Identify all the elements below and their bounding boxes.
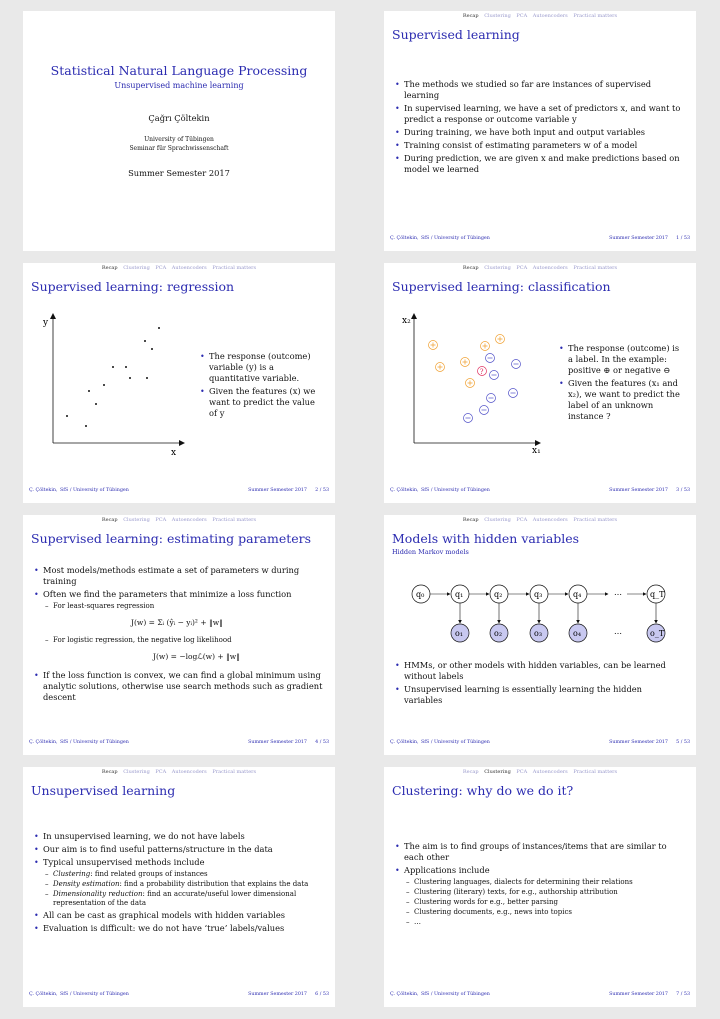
nav-item-practical[interactable]: Practical matters bbox=[212, 517, 257, 523]
slide-heading: Models with hidden variables bbox=[392, 531, 580, 546]
page-number: 3 / 53 bbox=[676, 488, 690, 493]
bullet-text: Typical unsupervised methods include bbox=[43, 857, 205, 867]
footer-institution: SfS / University of Tübingen bbox=[421, 992, 490, 997]
svg-text:q₃: q₃ bbox=[534, 590, 543, 599]
page-number: 5 / 53 bbox=[676, 740, 690, 745]
presentation-title: Statistical Natural Language Processing bbox=[50, 63, 308, 78]
university-name: University of Tübingen bbox=[144, 136, 214, 143]
footer-author: Ç. Çöltekin, bbox=[390, 740, 419, 745]
bullet-list bbox=[392, 79, 682, 175]
y-axis-label: x₂ bbox=[402, 316, 411, 326]
svg-text:q_T: q_T bbox=[650, 590, 665, 599]
footer-semester: Summer Semester 2017 bbox=[248, 488, 307, 493]
nav-item-autoencoders[interactable]: Autoencoders bbox=[171, 517, 207, 523]
positive-point bbox=[436, 363, 445, 372]
slide-footer bbox=[384, 488, 696, 496]
slide-regression bbox=[23, 263, 335, 503]
slide-heading: Unsupervised learning bbox=[31, 783, 176, 798]
sub-item: – Dimensionality reduction: find an accurate/useful lower dimensional representation of the data bbox=[43, 890, 327, 908]
nav-item-practical[interactable]: Practical matters bbox=[573, 517, 618, 523]
nav-item-recap[interactable]: Recap bbox=[462, 13, 479, 19]
nav-item-pca[interactable]: PCA bbox=[155, 265, 167, 271]
slide-estimating-parameters bbox=[23, 515, 335, 755]
nav-item-autoencoders[interactable]: Autoencoders bbox=[532, 769, 568, 775]
nav-item-recap[interactable]: Recap bbox=[101, 517, 118, 523]
bullet-item: • Training consist of estimating parameters w of a model bbox=[392, 140, 682, 151]
slide-heading: Supervised learning bbox=[392, 27, 520, 42]
footer-semester: Summer Semester 2017 bbox=[609, 992, 668, 997]
bullet-item: • Evaluation is difficult: we do not have ‘true’ labels/values bbox=[31, 923, 327, 934]
footer-semester: Summer Semester 2017 bbox=[609, 236, 668, 241]
ellipsis: … bbox=[614, 627, 622, 636]
negative-point bbox=[480, 406, 489, 415]
observation-node bbox=[451, 624, 469, 642]
slide-heading: Supervised learning: regression bbox=[31, 279, 235, 294]
positive-point bbox=[466, 379, 475, 388]
sub-item: – Clustering languages, dialects for determining their relations bbox=[404, 878, 688, 887]
nav-item-pca[interactable]: PCA bbox=[155, 769, 167, 775]
footer-institution: SfS / University of Tübingen bbox=[421, 488, 490, 493]
nav-item-recap[interactable]: Recap bbox=[462, 517, 479, 523]
nav-item-practical[interactable]: Practical matters bbox=[573, 265, 618, 271]
nav-item-autoencoders[interactable]: Autoencoders bbox=[171, 769, 207, 775]
bullet-item: • If the loss function is convex, we can find a global minimum using analytic solutions, otherwise use search methods such as gradient descent bbox=[31, 670, 327, 703]
positive-point bbox=[461, 358, 470, 367]
nav-item-clustering[interactable]: Clustering bbox=[484, 517, 511, 523]
data-point bbox=[88, 390, 90, 392]
slide-supervised-learning bbox=[384, 11, 696, 251]
bullet-item: • All can be cast as graphical models with hidden variables bbox=[31, 910, 327, 921]
data-point bbox=[103, 384, 105, 386]
section-nav bbox=[384, 517, 696, 523]
observation-node bbox=[569, 624, 587, 642]
nav-item-clustering[interactable]: Clustering bbox=[123, 517, 150, 523]
bullet-item bbox=[31, 857, 327, 908]
sub-item: – Clustering (literary) texts, for e.g., authorship attribution bbox=[404, 888, 688, 897]
y-axis-arrow bbox=[50, 313, 56, 319]
data-point bbox=[129, 377, 131, 379]
x-axis-label: x₁ bbox=[532, 446, 541, 456]
slide-heading: Supervised learning: estimating parameters bbox=[31, 531, 312, 546]
negative-point bbox=[464, 414, 473, 423]
negative-point bbox=[512, 360, 521, 369]
least-squares-equation: J(w) = Σᵢ (ŷᵢ − yᵢ)² + ‖w‖ bbox=[131, 618, 223, 627]
bullet-list bbox=[392, 660, 682, 706]
nav-item-autoencoders[interactable]: Autoencoders bbox=[171, 265, 207, 271]
observation-chain bbox=[451, 624, 665, 642]
department-name: Seminar für Sprachwissenschaft bbox=[129, 145, 229, 152]
hidden-state-node bbox=[451, 585, 469, 603]
data-point bbox=[66, 415, 68, 417]
bullet-list bbox=[556, 343, 684, 422]
nav-item-recap[interactable]: Recap bbox=[101, 265, 118, 271]
footer-author: Ç. Çöltekin, bbox=[390, 992, 419, 997]
y-axis-arrow bbox=[411, 313, 417, 319]
ellipsis: … bbox=[614, 588, 622, 597]
semester-label: Summer Semester 2017 bbox=[128, 168, 230, 178]
nav-item-clustering[interactable]: Clustering bbox=[484, 265, 511, 271]
slide-subheading: Hidden Markov models bbox=[392, 548, 469, 556]
slide-heading: Clustering: why do we do it? bbox=[392, 783, 574, 798]
emission-arrows bbox=[460, 603, 656, 623]
observation-node bbox=[530, 624, 548, 642]
nav-item-pca[interactable]: PCA bbox=[516, 265, 528, 271]
hidden-state-node bbox=[530, 585, 548, 603]
section-nav bbox=[23, 769, 335, 775]
slide-footer bbox=[23, 992, 335, 1000]
nav-item-practical[interactable]: Practical matters bbox=[573, 769, 618, 775]
slide-footer bbox=[23, 488, 335, 496]
svg-text:o_T: o_T bbox=[650, 629, 665, 638]
slide-heading: Supervised learning: classification bbox=[392, 279, 611, 294]
footer-semester: Summer Semester 2017 bbox=[609, 488, 668, 493]
bullet-item: • In unsupervised learning, we do not have labels bbox=[31, 831, 327, 842]
sub-item: – For least-squares regression bbox=[43, 602, 327, 611]
bullet-item: • Our aim is to find useful patterns/structure in the data bbox=[31, 844, 327, 855]
svg-text:o₃: o₃ bbox=[534, 629, 543, 638]
y-axis-label: y bbox=[43, 318, 49, 328]
section-nav bbox=[23, 517, 335, 523]
bullet-item: • Given the features (x) we want to predict the value of y bbox=[197, 386, 322, 419]
page-number: 2 / 53 bbox=[315, 488, 329, 493]
section-nav bbox=[384, 13, 696, 19]
bullet-item: • The methods we studied so far are instances of supervised learning bbox=[392, 79, 682, 101]
footer-institution: SfS / University of Tübingen bbox=[421, 740, 490, 745]
positive-point bbox=[496, 335, 505, 344]
nav-item-clustering[interactable]: Clustering bbox=[123, 265, 150, 271]
bullet-list bbox=[197, 351, 322, 419]
sub-item: – … bbox=[404, 918, 688, 927]
slide-hidden-variables bbox=[384, 515, 696, 755]
positive-point bbox=[429, 341, 438, 350]
nav-item-practical[interactable]: Practical matters bbox=[212, 769, 257, 775]
bullet-list bbox=[392, 841, 688, 927]
bullet-item: • HMMs, or other models with hidden variables, can be learned without labels bbox=[392, 660, 682, 682]
bullet-item: • In supervised learning, we have a set of predictors x, and want to predict a response or outcome variable y bbox=[392, 103, 682, 125]
footer-institution: SfS / University of Tübingen bbox=[421, 236, 490, 241]
svg-text:o₄: o₄ bbox=[573, 629, 582, 638]
nav-item-clustering[interactable]: Clustering bbox=[484, 13, 511, 19]
x-axis-arrow bbox=[179, 440, 185, 446]
nav-item-pca[interactable]: PCA bbox=[516, 13, 528, 19]
footer-author: Ç. Çöltekin, bbox=[29, 992, 58, 997]
nav-item-practical[interactable]: Practical matters bbox=[573, 13, 618, 19]
data-point bbox=[158, 327, 160, 329]
bullet-item: • The aim is to find groups of instances/items that are similar to each other bbox=[392, 841, 688, 863]
hidden-state-node bbox=[647, 585, 665, 603]
author-name: Çağrı Çöltekin bbox=[148, 113, 210, 123]
hidden-state-node bbox=[569, 585, 587, 603]
unknown-instance bbox=[478, 367, 487, 377]
data-point bbox=[151, 348, 153, 350]
x-axis-label: x bbox=[171, 448, 177, 458]
sub-item: – Clustering words for e.g., better parsing bbox=[404, 898, 688, 907]
bullet-item: • During training, we have both input and output variables bbox=[392, 127, 682, 138]
nav-item-recap[interactable]: Recap bbox=[462, 769, 479, 775]
slide-footer bbox=[23, 740, 335, 748]
svg-text:o₂: o₂ bbox=[494, 629, 503, 638]
section-nav bbox=[384, 769, 696, 775]
footer-author: Ç. Çöltekin, bbox=[390, 488, 419, 493]
page-number: 4 / 53 bbox=[315, 740, 329, 745]
svg-text:q₄: q₄ bbox=[573, 590, 582, 599]
bullet-list bbox=[31, 831, 327, 934]
data-point bbox=[112, 366, 114, 368]
svg-text:q₀: q₀ bbox=[416, 590, 425, 599]
page-number: 6 / 53 bbox=[315, 992, 329, 997]
data-points bbox=[66, 327, 160, 427]
observation-node bbox=[647, 624, 665, 642]
observation-node bbox=[490, 624, 508, 642]
nav-item-pca[interactable]: PCA bbox=[516, 517, 528, 523]
sub-item: – Clustering: find related groups of instances bbox=[43, 870, 327, 879]
svg-text:?: ? bbox=[479, 368, 484, 376]
footer-institution: SfS / University of Tübingen bbox=[60, 488, 129, 493]
footer-author: Ç. Çöltekin, bbox=[390, 236, 419, 241]
svg-text:o₁: o₁ bbox=[455, 629, 464, 638]
footer-institution: SfS / University of Tübingen bbox=[60, 740, 129, 745]
sub-item: – Clustering documents, e.g., news into topics bbox=[404, 908, 688, 917]
data-point bbox=[144, 340, 146, 342]
positive-point bbox=[481, 342, 490, 351]
hidden-state-node bbox=[490, 585, 508, 603]
log-likelihood-equation: J(w) = −logℒ(w) + ‖w‖ bbox=[153, 652, 240, 661]
presentation-subtitle: Unsupervised machine learning bbox=[114, 81, 244, 90]
bullet-item: • The response (outcome) is a label. In the example: positive ⊕ or negative ⊖ bbox=[556, 343, 684, 376]
slide-clustering-why bbox=[384, 767, 696, 1007]
footer-semester: Summer Semester 2017 bbox=[248, 992, 307, 997]
footer-author: Ç. Çöltekin, bbox=[29, 740, 58, 745]
page-number: 7 / 53 bbox=[676, 992, 690, 997]
nav-item-pca[interactable]: PCA bbox=[516, 769, 528, 775]
nav-item-autoencoders[interactable]: Autoencoders bbox=[532, 13, 568, 19]
negative-instances bbox=[464, 354, 521, 423]
negative-point bbox=[490, 371, 499, 380]
svg-text:q₁: q₁ bbox=[455, 590, 464, 599]
nav-item-recap[interactable]: Recap bbox=[101, 769, 118, 775]
svg-text:q₂: q₂ bbox=[494, 590, 503, 599]
nav-item-autoencoders[interactable]: Autoencoders bbox=[532, 517, 568, 523]
footer-author: Ç. Çöltekin, bbox=[29, 488, 58, 493]
nav-item-autoencoders[interactable]: Autoencoders bbox=[532, 265, 568, 271]
data-point bbox=[146, 377, 148, 379]
nav-item-practical[interactable]: Practical matters bbox=[212, 265, 257, 271]
data-point bbox=[85, 425, 87, 427]
nav-item-clustering[interactable]: Clustering bbox=[484, 769, 511, 775]
bullet-item: • Given the features (x₁ and x₂), we want to predict the label of an unknown instance ? bbox=[556, 378, 684, 422]
footer-semester: Summer Semester 2017 bbox=[248, 740, 307, 745]
nav-item-recap[interactable]: Recap bbox=[462, 265, 479, 271]
bullet-item: • During prediction, we are given x and make predictions based on model we learned bbox=[392, 153, 682, 175]
slide-footer bbox=[384, 740, 696, 748]
bullet-item: • The response (outcome) variable (y) is a quantitative variable. bbox=[197, 351, 322, 384]
bullet-item: • Unsupervised learning is essentially learning the hidden variables bbox=[392, 684, 682, 706]
slide-title bbox=[23, 11, 335, 251]
slide-footer bbox=[384, 236, 696, 244]
negative-point bbox=[487, 394, 496, 403]
nav-item-pca[interactable]: PCA bbox=[155, 517, 167, 523]
footer-semester: Summer Semester 2017 bbox=[609, 740, 668, 745]
bullet-text: Applications include bbox=[404, 865, 490, 875]
bullet-item bbox=[31, 589, 327, 662]
hidden-state-node bbox=[412, 585, 430, 603]
bullet-item bbox=[392, 865, 688, 927]
data-point bbox=[125, 366, 127, 368]
footer-institution: SfS / University of Tübingen bbox=[60, 992, 129, 997]
slide-unsupervised-learning bbox=[23, 767, 335, 1007]
negative-point bbox=[509, 389, 518, 398]
slide-classification bbox=[384, 263, 696, 503]
slide-footer bbox=[384, 992, 696, 1000]
sub-item: – Density estimation: find a probability distribution that explains the data bbox=[43, 880, 327, 889]
bullet-text: Often we find the parameters that minimize a loss function bbox=[43, 589, 292, 599]
data-point bbox=[95, 403, 97, 405]
negative-point bbox=[486, 354, 495, 363]
sub-item: – For logistic regression, the negative log likelihood bbox=[43, 636, 327, 645]
page-number: 1 / 53 bbox=[676, 236, 690, 241]
bullet-list bbox=[31, 565, 327, 703]
nav-item-clustering[interactable]: Clustering bbox=[123, 769, 150, 775]
bullet-item: • Most models/methods estimate a set of parameters w during training bbox=[31, 565, 327, 587]
